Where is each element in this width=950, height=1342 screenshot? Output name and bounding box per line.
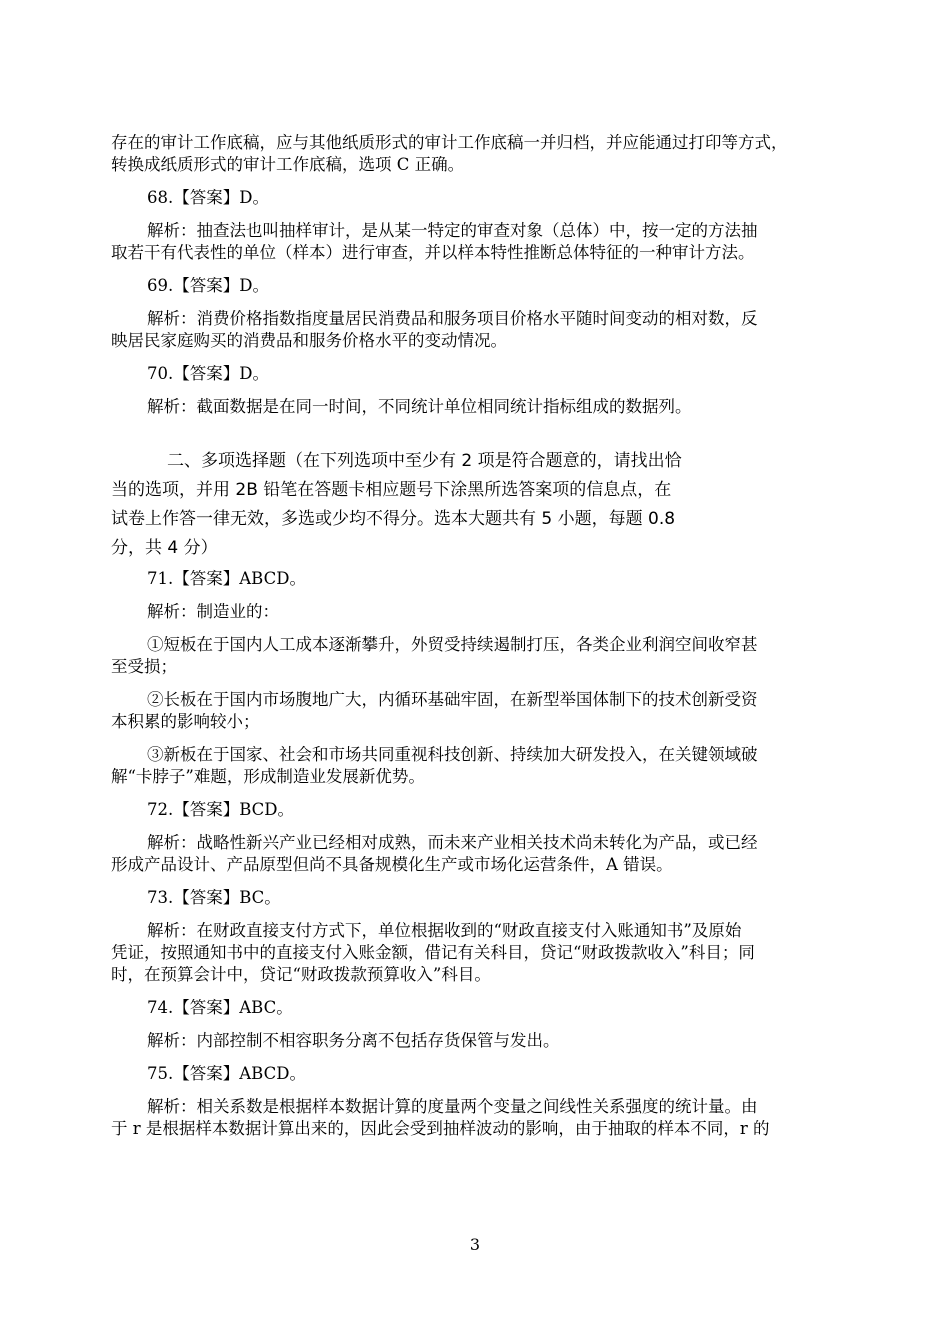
answers-section-multiple-choice: [111, 568, 845, 1140]
analysis-paragraph: [111, 601, 845, 623]
analysis-paragraph: [111, 689, 845, 733]
text-line: 解析：战略性新兴产业已经相对成熟，而未来产业相关技术尚未转化为产品，或已经: [147, 833, 758, 852]
answer-paragraph: [111, 799, 845, 821]
answer-paragraph: [111, 187, 845, 209]
text-line: 解析：在财政直接支付方式下，单位根据收到的“财政直接支付入账通知书”及原始: [147, 921, 742, 940]
text-line: ③新板在于国家、社会和市场共同重视科技创新、持续加大研发投入，在关键领域破: [147, 745, 758, 764]
text-line: 于 r 是根据样本数据计算出来的，因此会受到抽样波动的影响，由于抽取的样本不同，r 的: [111, 1119, 770, 1138]
text-line: 69.【答案】D。: [147, 276, 269, 295]
section-heading-line: 当的选项，并用 2B 铅笔在答题卡相应题号下涂黑所选答案项的信息点，在: [111, 480, 672, 500]
text-line: 解析：内部控制不相容职务分离不包括存货保管与发出。: [147, 1031, 560, 1050]
text-line: 映居民家庭购买的消费品和服务价格水平的变动情况。: [111, 331, 507, 350]
text-line: 解析：截面数据是在同一时间，不同统计单位相同统计指标组成的数据列。: [147, 397, 692, 416]
answer-paragraph: [111, 887, 845, 909]
text-line: 75.【答案】ABCD。: [147, 1064, 306, 1083]
text-line: 72.【答案】BCD。: [147, 800, 295, 819]
text-line: 凭证，按照通知书中的直接支付入账金额，借记有关科目，贷记“财政拨款收入”科目；同: [111, 943, 755, 962]
answers-section-single-choice: [111, 132, 845, 418]
text-line: 形成产品设计、产品原型但尚不具备规模化生产或市场化运营条件，A 错误。: [111, 855, 673, 874]
text-line: 68.【答案】D。: [147, 188, 269, 207]
text-line: 71.【答案】ABCD。: [147, 569, 306, 588]
text-line: 74.【答案】ABC。: [147, 998, 293, 1017]
page-body: [111, 132, 845, 1151]
text-line: 取若干有代表性的单位（样本）进行审查，并以样本特性推断总体特征的一种审计方法。: [111, 243, 755, 262]
answer-paragraph: [111, 363, 845, 385]
text-line: 时，在预算会计中，贷记“财政拨款预算收入”科目。: [111, 965, 491, 984]
analysis-paragraph: [111, 220, 845, 264]
analysis-paragraph: [111, 396, 845, 418]
text-line: 解“卡脖子”难题，形成制造业发展新优势。: [111, 767, 425, 786]
analysis-paragraph: [111, 308, 845, 352]
answer-paragraph: [111, 1063, 845, 1085]
text-line: 73.【答案】BC。: [147, 888, 281, 907]
section-heading-line: 试卷上作答一律无效，多选或少均不得分。选本大题共有 5 小题，每题 0.8: [111, 509, 676, 529]
answer-paragraph: [111, 997, 845, 1019]
text-line: 解析：相关系数是根据样本数据计算的度量两个变量之间线性关系强度的统计量。由: [147, 1097, 758, 1116]
text-line: 解析：制造业的：: [147, 602, 279, 621]
text-line: 本积累的影响较小；: [111, 712, 260, 731]
continuation-paragraph: [111, 132, 845, 176]
analysis-paragraph: [111, 832, 845, 876]
section-heading-line: 分，共 4 分）: [111, 538, 218, 558]
answer-paragraph: [111, 275, 845, 297]
text-line: ②长板在于国内市场腹地广大，内循环基础牢固，在新型举国体制下的技术创新受资: [147, 690, 758, 709]
analysis-paragraph: [111, 920, 845, 986]
section-heading-line: 二、多项选择题（在下列选项中至少有 2 项是符合题意的，请找出恰: [167, 451, 682, 471]
text-line: 至受损；: [111, 657, 177, 676]
text-line: 转换成纸质形式的审计工作底稿，选项 C 正确。: [111, 155, 465, 174]
answer-paragraph: [111, 568, 845, 590]
analysis-paragraph: [111, 1096, 845, 1140]
text-line: ①短板在于国内人工成本逐渐攀升，外贸受持续遏制打压，各类企业利润空间收窄甚: [147, 635, 758, 654]
text-line: 70.【答案】D。: [147, 364, 269, 383]
text-line: 解析：抽查法也叫抽样审计，是从某一特定的审查对象（总体）中，按一定的方法抽: [147, 221, 758, 240]
text-line: 存在的审计工作底稿，应与其他纸质形式的审计工作底稿一并归档，并应能通过打印等方式，: [111, 133, 788, 152]
analysis-paragraph: [111, 1030, 845, 1052]
text-line: 解析：消费价格指数指度量居民消费品和服务项目价格水平随时间变动的相对数，反: [147, 309, 758, 328]
page-number: 3: [469, 1235, 481, 1254]
section-heading-multiple-choice: [111, 447, 845, 563]
analysis-paragraph: [111, 634, 845, 678]
analysis-paragraph: [111, 744, 845, 788]
